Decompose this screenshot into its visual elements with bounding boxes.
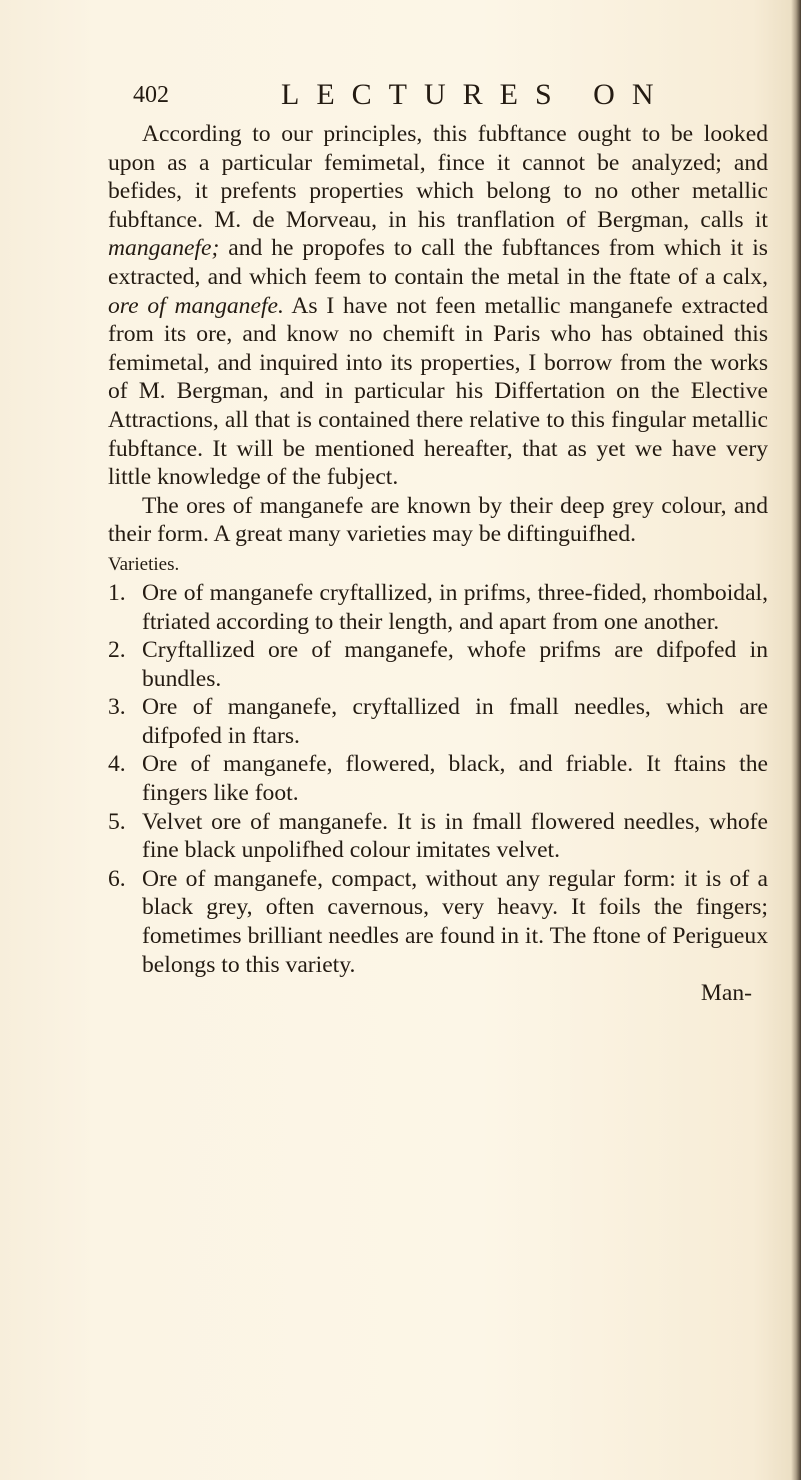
paragraph-intro-italic-2: ore of manganefe. [108,292,284,319]
variety-item [108,750,768,807]
variety-item [108,865,768,979]
variety-text: Ore of manganefe, flowered, black, and friable. It ftains the fingers like foot. [142,751,768,807]
catchword: Man- [700,980,752,1007]
paragraph-intro-text-2: and he propofes to call the fubftances from which it is extracted, and which feem to contain the metal in the ftate of a calx, [108,235,768,290]
variety-number: 5. [108,808,126,835]
variety-number: 1. [108,579,126,606]
variety-text: Ore of manganefe cryftallized, in prifms, three-fided, rhomboidal, ftriated according to their length, and apart from one another. [142,579,768,635]
variety-item [108,808,768,865]
varieties-heading: Varieties. [108,553,180,575]
variety-number: 3. [108,694,126,721]
variety-item [108,693,768,750]
variety-text: Ore of manganefe, compact, without any regular form: it is of a black grey, often cavernous, very heavy. It foils the fingers; fometimes brilliant needles are found in it. The ftone of Perigueux belongs to this variety. [142,865,768,978]
variety-number: 2. [108,637,126,664]
paragraph-intro-text-1: According to our principles, this fubftance ought to be looked upon as a particular femimetal, fince it cannot be analyzed; and befides, it prefents properties which belong to no other metallic fubftance. M. de Morveau, in his tranflation of Bergman, calls it [108,121,768,233]
variety-item [108,636,768,693]
page-edge-shadow [791,0,801,1480]
varieties-list [108,579,768,979]
paragraph-ores: The ores of manganefe are known by their deep grey colour, and their form. A great many varieties may be diftinguifhed. [108,492,768,548]
variety-number: 4. [108,751,126,778]
paragraph-intro-italic-1: manganefe; [108,235,220,262]
body-text [108,120,768,1008]
variety-text: Ore of manganefe, cryftallized in fmall needles, which are difpofed in ftars. [142,694,768,749]
variety-number: 6. [108,865,126,892]
variety-text: Velvet ore of manganefe. It is in fmall flowered needles, whofe fine black unpolifhed colour imitates velvet. [142,808,768,864]
paragraph-intro-text-3: As I have not feen metallic manganefe extracted from its ore, and know no chemift in Paris who has obtained this femimetal, and inquired into its properties, I borrow from the works of M. Bergman, and in particular his Differtation on the Elective Attractions, all that is contained there relative to this fingular metallic fubftance. It will be mentioned hereafter, that as yet we have very little knowledge of the fubject. [108,292,768,491]
variety-item [108,579,768,636]
page-header [133,78,773,114]
running-head: LECTURES ON [281,78,671,111]
page-number: 402 [133,82,169,108]
variety-text: Cryftallized ore of manganefe, whofe prifms are difpofed in bundles. [142,637,768,692]
paragraph-intro [108,120,768,492]
